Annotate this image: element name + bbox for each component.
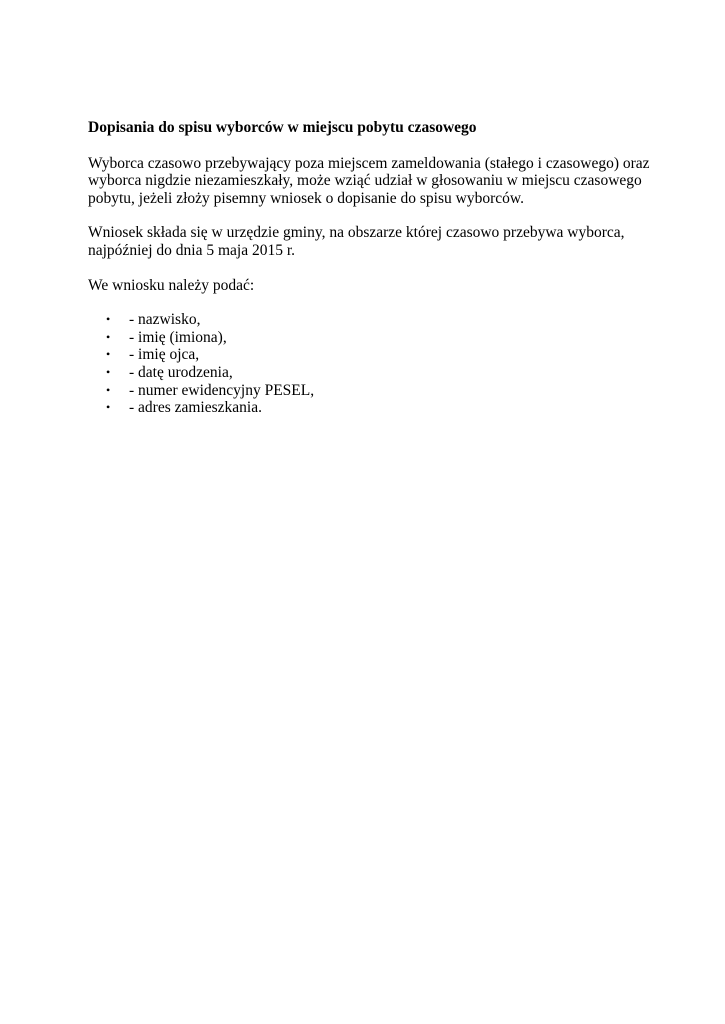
- list-item-text: - numer ewidencyjny PESEL,: [129, 381, 315, 399]
- list-item: [88, 364, 648, 382]
- paragraph-line: pobytu, jeżeli złoży pisemny wniosek o dopisanie do spisu wyborców.: [88, 189, 524, 207]
- document-title: Dopisania do spisu wyborców w miejscu pobytu czasowego: [88, 119, 477, 136]
- list-item-text: - nazwisko,: [129, 311, 201, 329]
- list-item-text: - imię (imiona),: [129, 328, 227, 346]
- list-item: [88, 346, 648, 364]
- paragraph-where-to-submit: [88, 224, 648, 259]
- list-item: [88, 382, 648, 400]
- required-data-list: [88, 311, 648, 417]
- paragraph-line: najpóźniej do dnia 5 maja 2015 r.: [88, 241, 296, 259]
- bullet-icon: •: [106, 347, 111, 362]
- bullet-icon: •: [106, 400, 111, 415]
- bullet-icon: •: [106, 382, 111, 397]
- list-item-text: - imię ojca,: [129, 346, 200, 364]
- document-page: [88, 119, 648, 417]
- bullet-icon: •: [106, 312, 111, 327]
- paragraph-line: wyborca nigdzie niezamieszkały, może wziąć udział w głosowaniu w miejscu czasowego: [88, 172, 642, 190]
- list-item: [88, 399, 648, 417]
- paragraph-line: Wyborca czasowo przebywający poza miejscem zameldowania (stałego i czasowego) oraz: [88, 154, 650, 172]
- paragraph-list-intro: [88, 277, 648, 295]
- list-item-text: - datę urodzenia,: [129, 363, 233, 381]
- list-item: [88, 329, 648, 347]
- list-item-text: - adres zamieszkania.: [129, 399, 262, 417]
- paragraph-line: We wniosku należy podać:: [88, 276, 255, 294]
- paragraph-line: Wniosek składa się w urzędzie gminy, na obszarze której czasowo przebywa wyborca,: [88, 224, 625, 242]
- list-item: [88, 311, 648, 329]
- bullet-icon: •: [106, 329, 111, 344]
- bullet-icon: •: [106, 364, 111, 379]
- paragraph-eligibility: [88, 155, 648, 208]
